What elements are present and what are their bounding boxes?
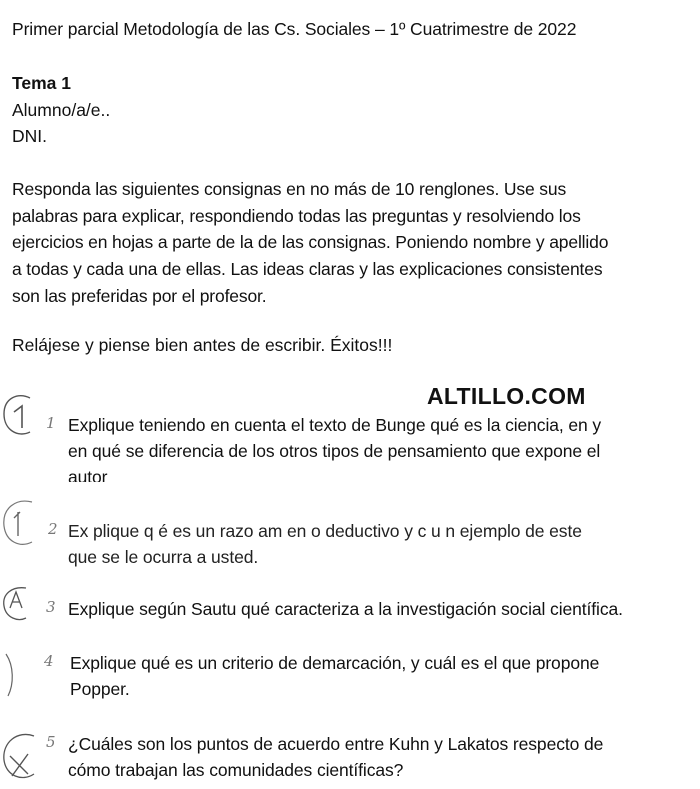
instruction-line: ejercicios en hojas a parte de la de las consignas. Poniendo nombre y apellido (12, 232, 609, 253)
question-line: que se le ocurra a usted. (68, 547, 259, 567)
question-2 (68, 518, 582, 570)
question-5 (68, 731, 603, 783)
instruction-line: Responda las siguientes consignas en no más de 10 renglones. Use sus (12, 179, 567, 199)
watermark-logo: ALTILLO.COM (427, 383, 586, 409)
student-name-field: Alumno/a/e.. (12, 100, 111, 120)
handwritten-grade-mark (0, 584, 36, 624)
dni-field: DNI. (12, 126, 47, 146)
question-line: ¿Cuáles son los puntos de acuerdo entre Kuhn y Lakatos respecto de (68, 734, 604, 754)
instructions (12, 176, 700, 310)
tema-label: Tema 1 (12, 73, 72, 93)
question-number: 2 (48, 520, 58, 538)
question-line: Explique teniendo en cuenta el texto de Bunge qué es la ciencia, en y (68, 415, 602, 435)
question-line: Explique qué es un criterio de demarcación, y cuál es el que propone (70, 653, 600, 673)
handwritten-grade-mark (0, 650, 20, 700)
question-line: en qué se diferencia de los otros tipos de pensamiento que expone el (68, 441, 601, 461)
question-line: cómo trabajan las comunidades científicas? (68, 760, 404, 780)
instruction-line: a todas y cada una de ellas. Las ideas claras y las explicaciones consistentes (12, 259, 603, 280)
question-3 (68, 596, 623, 622)
exam-title: Primer parcial Metodología de las Cs. Sociales – 1º Cuatrimestre de 2022 (12, 19, 577, 39)
question-number: 5 (46, 733, 56, 751)
question-1 (68, 412, 601, 482)
instruction-line: palabras para explicar, respondiendo todas las preguntas y resolviendo los (12, 205, 581, 226)
instruction-line: son las preferidas por el profesor. (12, 285, 267, 306)
question-line: Ex plique q é es un razo am en o deductivo y c u n ejemplo de este (68, 521, 582, 541)
question-line: autor (68, 467, 108, 482)
question-number: 1 (46, 414, 56, 432)
question-number: 4 (44, 652, 54, 670)
question-line: Explique según Sautu qué caracteriza a la investigación social científica. (68, 599, 623, 619)
handwritten-grade-mark (0, 728, 44, 786)
handwritten-grade-mark (0, 390, 40, 442)
handwritten-grade-mark (0, 496, 42, 552)
closing-note: Relájese y piense bien antes de escribir. Éxitos!!! (12, 335, 393, 355)
question-line: Popper. (70, 679, 130, 699)
question-number: 3 (46, 598, 56, 616)
question-4 (70, 650, 599, 702)
